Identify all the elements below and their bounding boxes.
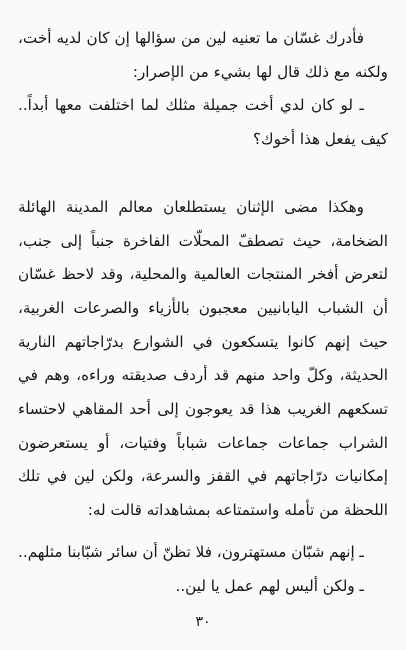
dialogue-line: ـ لو كان لدي أخت جميلة مثلك لما اختلفت معها أبداً.. كيف يفعل هذا أخوك؟ — [18, 96, 388, 149]
narrative-paragraph: فأدرك غسّان ما تعنيه لين من سؤالها إن كان لديه أخت، ولكنه مع ذلك قال لها بشيء من الإصرار: — [18, 29, 388, 81]
dialogue-line: ـ إنهم شبّان مستهترون، فلا تظنّ أن سائر شبّابنا مثلهم.. — [18, 542, 364, 561]
page-body-text — [18, 22, 388, 603]
narrative-paragraph: وهكذا مضى الإثنان يستطلعان معالم المدينة الهائلة الضخامة، حيث تصطفّ المحلّات الفاخرة جنباً إلى جنب، لتعرض أفخر المنتجات العالمية والمحلية، وقد لاحظ غسّان أن الشباب اليابانيين معجبون بالأزياء والصرعات الغربية، حيث إنهم كانوا يتسكعون في الشوارع بدرّاجاتهم النارية الحديثة، وكلّ واحد منهم قد أردف صديقته وراءه، وهم في تسكعهم الغريب هذا قد يعوجون إلى أحد المقاهي لاحتساء الشراب جماعات جماعات شباباً وفتيات، أو يستعرضون إمكانيات درّاجاتهم في القفز والسرعة، ولكن لين في تلك اللحظة من تأمله واستمتاعه بمشاهداته قالت له: — [18, 197, 388, 520]
page-number: ٣٠ — [195, 614, 211, 630]
dialogue-line: ـ ولكن أليس لهم عمل يا لين.. — [175, 576, 364, 595]
